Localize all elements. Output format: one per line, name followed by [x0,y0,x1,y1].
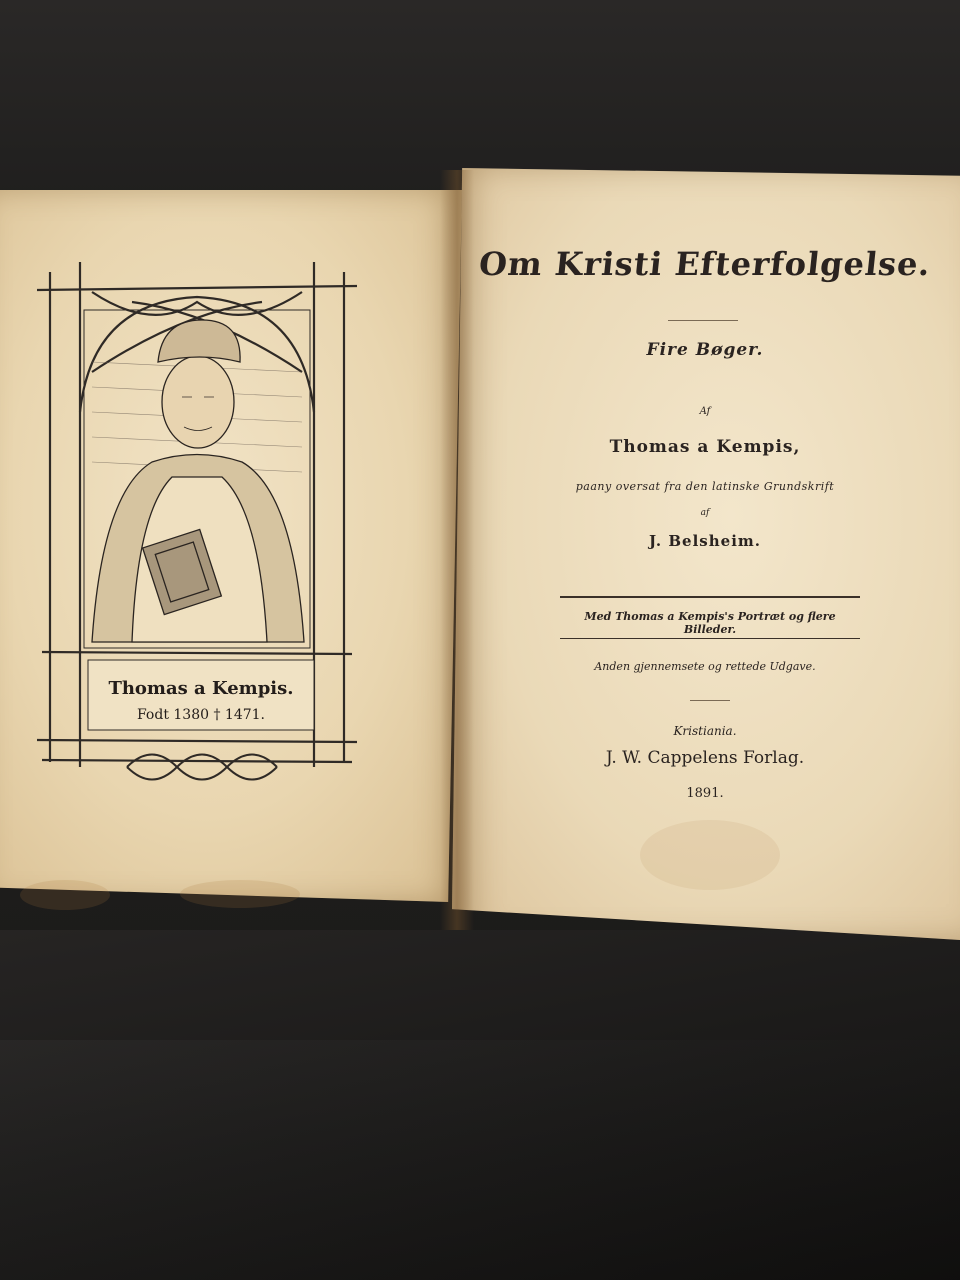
publication-place: Kristiania. [673,724,737,738]
frontispiece-dates: Fodt 1380 † 1471. [136,707,266,723]
edition-note: Anden gjennemsete og rettede Udgave. [594,660,816,673]
frontispiece-name: Thomas a Kempis. [108,678,294,699]
portrait-note: Med Thomas a Kempis's Portræt og flere Billeder. [584,610,836,636]
publisher: J. W. Cappelens Forlag. [605,748,805,768]
title-rule [668,320,738,321]
book-gutter [440,170,474,930]
by-label: Af [699,406,711,417]
page-title: Om Kristi Efterfolgelse. [477,245,933,283]
author: Thomas a Kempis, [609,437,801,457]
subtitle: Fire Bøger. [646,340,764,360]
publication-year: 1891. [686,786,724,801]
edition-rule [690,700,730,701]
translator: J. Belsheim. [649,532,761,550]
by-label-2: af [700,508,710,518]
frontispiece-engraving [32,262,360,794]
translation-note: paany oversat fra den latinske Grundskrift [575,480,835,493]
